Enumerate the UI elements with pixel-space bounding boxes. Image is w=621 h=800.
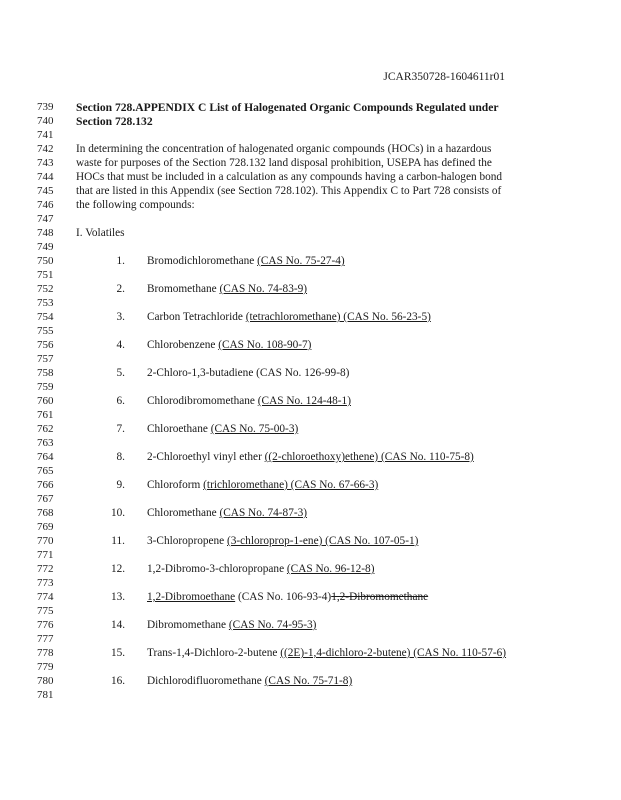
line-number: 739 [37, 101, 54, 113]
line-number: 770 [37, 535, 54, 547]
item-text: Dichlorodifluoromethane (CAS No. 75-71-8) [147, 675, 353, 687]
item-text: Carbon Tetrachloride (tetrachloromethane) (CAS No. 56-23-5) [147, 311, 431, 323]
item-number: 15. [111, 647, 126, 659]
line-number: 768 [37, 507, 54, 519]
inserted-text: (CAS No. 74-95-3) [228, 619, 317, 631]
line-number: 772 [37, 563, 54, 575]
inserted-text: ((2-chloroethoxy)ethene) (CAS No. 110-75-8) [264, 451, 474, 463]
inserted-text: (CAS No. 124-48-1) [257, 395, 351, 407]
line-number: 762 [37, 423, 54, 435]
line-number: 758 [37, 367, 54, 379]
item-number: 9. [116, 479, 125, 491]
inserted-text: (tetrachloromethane) (CAS No. 56-23-5) [245, 311, 431, 323]
item-number: 1. [116, 255, 125, 267]
inserted-text: (trichloromethane) (CAS No. 67-66-3) [203, 479, 379, 491]
inserted-text: (CAS No. 74-83-9) [219, 283, 308, 295]
line-number: 779 [37, 661, 54, 673]
paragraph-line: the following compounds: [76, 199, 195, 211]
line-number: 746 [37, 199, 54, 211]
line-number: 748 [37, 227, 54, 239]
line-number: 765 [37, 465, 54, 477]
item-number: 6. [116, 395, 125, 407]
item-text: Chlorodibromomethane (CAS No. 124-48-1) [147, 395, 351, 407]
inserted-text: (CAS No. 96-12-8) [286, 563, 375, 575]
inserted-text: (3-chloroprop-1-ene) (CAS No. 107-05-1) [227, 535, 419, 547]
inserted-text: (CAS No. 75-27-4) [257, 255, 345, 267]
item-number: 13. [111, 591, 126, 603]
item-text: Bromodichloromethane (CAS No. 75-27-4) [147, 255, 345, 267]
deleted-text: 1,2-Dibromomethane [331, 591, 429, 603]
item-text: Trans-1,4-Dichloro-2-butene ((2E)-1,4-dichloro-2-butene) (CAS No. 110-57-6) [147, 647, 507, 659]
item-text: Chloroethane (CAS No. 75-00-3) [147, 423, 299, 435]
document-id-header: JCAR350728-1604611r01 [383, 71, 505, 83]
item-text: 3-Chloropropene (3-chloroprop-1-ene) (CAS No. 107-05-1) [147, 535, 419, 547]
line-number: 771 [37, 549, 54, 561]
line-number: 781 [37, 689, 54, 701]
line-number: 780 [37, 675, 54, 687]
inserted-text: (CAS No. 75-71-8) [264, 675, 353, 687]
line-number: 752 [37, 283, 54, 295]
item-number: 14. [111, 619, 126, 631]
line-number: 741 [37, 129, 54, 141]
section-title: Section 728.APPENDIX C List of Halogenated Organic Compounds Regulated under [76, 101, 499, 114]
item-number: 11. [111, 535, 125, 547]
line-number: 778 [37, 647, 54, 659]
line-number: 776 [37, 619, 54, 631]
item-text: Dibromomethane (CAS No. 74-95-3) [147, 619, 317, 631]
section-title-cont: Section 728.132 [76, 115, 153, 128]
item-number: 7. [116, 423, 125, 435]
line-number: 750 [37, 255, 54, 267]
item-text: Chloroform (trichloromethane) (CAS No. 67-66-3) [147, 479, 379, 491]
paragraph-line: HOCs that must be included in a calculation as any compounds having a carbon-halogen bond [76, 171, 503, 183]
item-text: Chloromethane (CAS No. 74-87-3) [147, 507, 308, 519]
paragraph-line: that are listed in this Appendix (see Section 728.102). This Appendix C to Part 728 consists of [76, 185, 502, 197]
item-number: 16. [111, 675, 126, 687]
item-number: 2. [116, 283, 125, 295]
item-text: 1,2-Dibromo-3-chloropropane (CAS No. 96-12-8) [147, 563, 375, 575]
line-number: 769 [37, 521, 54, 533]
inserted-text: 1,2-Dibromoethane [147, 591, 236, 603]
item-number: 3. [116, 311, 125, 323]
line-number: 751 [37, 269, 54, 281]
line-number: 777 [37, 633, 54, 645]
line-number: 757 [37, 353, 54, 365]
paragraph-line: In determining the concentration of halogenated organic compounds (HOCs) in a hazardous [76, 143, 492, 155]
item-number: 12. [111, 563, 126, 575]
line-number: 756 [37, 339, 54, 351]
line-number: 754 [37, 311, 54, 323]
line-number: 766 [37, 479, 54, 491]
line-number: 760 [37, 395, 54, 407]
line-number: 755 [37, 325, 54, 337]
line-number: 742 [37, 143, 54, 155]
line-number: 775 [37, 605, 54, 617]
item-number: 4. [116, 339, 125, 351]
inserted-text: (CAS No. 74-87-3) [219, 507, 308, 519]
item-number: 8. [116, 451, 125, 463]
inserted-text: ((2E)-1,4-dichloro-2-butene) (CAS No. 110-57-6) [280, 647, 507, 659]
line-number: 759 [37, 381, 54, 393]
line-number: 744 [37, 171, 54, 183]
item-text: 2-Chloro-1,3-butadiene (CAS No. 126-99-8) [147, 367, 350, 379]
inserted-text: (CAS No. 75-00-3) [210, 423, 299, 435]
paragraph-line: waste for purposes of the Section 728.132 land disposal prohibition, USEPA has defined the [76, 157, 492, 169]
item-text: Bromomethane (CAS No. 74-83-9) [147, 283, 308, 295]
item-number: 5. [116, 367, 125, 379]
line-number: 774 [37, 591, 54, 603]
line-number: 767 [37, 493, 54, 505]
line-number: 773 [37, 577, 54, 589]
line-number: 740 [37, 115, 54, 127]
line-number: 749 [37, 241, 54, 253]
item-number: 10. [111, 507, 126, 519]
line-number: 743 [37, 157, 54, 169]
line-number: 763 [37, 437, 54, 449]
line-number: 764 [37, 451, 54, 463]
item-text: Chlorobenzene (CAS No. 108-90-7) [147, 339, 312, 351]
item-text: 2-Chloroethyl vinyl ether ((2-chloroethoxy)ethene) (CAS No. 110-75-8) [147, 451, 474, 463]
line-number: 761 [37, 409, 54, 421]
item-text: 1,2-Dibromoethane (CAS No. 106-93-4)1,2-Dibromomethane [147, 591, 429, 603]
line-number: 745 [37, 185, 54, 197]
line-number: 747 [37, 213, 54, 225]
subsection-heading: I. Volatiles [76, 227, 125, 239]
inserted-text: (CAS No. 108-90-7) [218, 339, 312, 351]
line-number: 753 [37, 297, 54, 309]
